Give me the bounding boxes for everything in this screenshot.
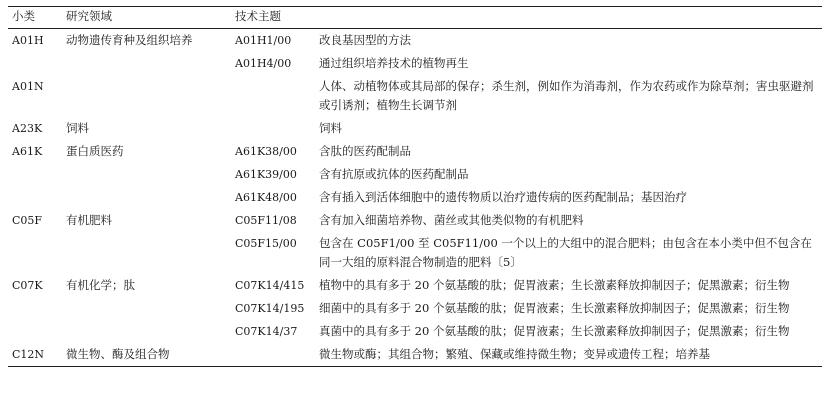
cell-field xyxy=(62,232,231,274)
cell-description: 含有加入细菌培养物、菌丝或其他类似物的有机肥料 xyxy=(319,213,584,227)
cell-subclass: C05F xyxy=(12,214,43,227)
cell-field xyxy=(62,297,231,320)
cell-field: 饲料 xyxy=(66,121,89,135)
cell-field: 微生物、酶及组合物 xyxy=(62,343,231,367)
cell-topic-code: A61K38/00 xyxy=(235,145,297,158)
table-header xyxy=(8,7,822,29)
cell-subclass xyxy=(8,232,62,274)
cell-description: 含肽的医药配制品 xyxy=(319,144,411,158)
cell-description: 包含在 C05F1/00 至 C05F11/00 一个以上的大组中的混合肥料；由包含在本小类中但不包含在同一大组的原料混合物制造的肥料〔5〕 xyxy=(319,236,812,269)
cell-topic-code: C07K14/415 xyxy=(235,279,305,292)
cell-topic-code: A61K48/00 xyxy=(235,191,297,204)
cell-subclass xyxy=(8,297,62,320)
cell-description: 人体、动植物体或其局部的保存；杀生剂，例如作为消毒剂，作为农药或作为除草剂；害虫驱避剂或引诱剂；植物生长调节剂 xyxy=(319,79,814,112)
cell-description: 通过组织培养技术的植物再生 xyxy=(319,56,469,70)
cell-topic-code: C07K14/37 xyxy=(235,325,298,338)
cell-field xyxy=(62,163,231,186)
table-row xyxy=(8,297,822,320)
cell-field xyxy=(62,52,231,75)
cell-description: 含有抗原或抗体的医药配制品 xyxy=(319,167,469,181)
cell-description: 饲料 xyxy=(319,121,342,135)
cell-topic-code: C05F15/00 xyxy=(235,237,297,250)
header-desc xyxy=(315,7,822,29)
cell-topic-code xyxy=(231,75,315,117)
cell-subclass: A61K xyxy=(12,145,43,158)
cell-field xyxy=(62,320,231,343)
cell-description: 改良基因型的方法 xyxy=(319,33,411,47)
cell-subclass xyxy=(8,320,62,343)
table-row xyxy=(8,274,822,297)
table-row xyxy=(8,29,822,53)
cell-field: 动物遗传育种及组织培养 xyxy=(66,33,193,47)
cell-description: 真菌中的具有多于 20 个氨基酸的肽；促胃液素；生长激素释放抑制因子；促黑激素；衍生物 xyxy=(319,324,790,338)
cell-field: 蛋白质医药 xyxy=(66,144,124,158)
table-row xyxy=(8,75,822,117)
cell-description: 微生物或酶；其组合物；繁殖、保藏或维持微生物；变异或遗传工程；培养基 xyxy=(315,343,822,367)
table-row xyxy=(8,343,822,367)
cell-topic-code: A01H1/00 xyxy=(235,34,292,47)
cell-description: 含有插入到活体细胞中的遗传物质以治疗遗传病的医药配制品；基因治疗 xyxy=(319,190,687,204)
cell-subclass: C07K xyxy=(12,279,43,292)
cell-topic-code: C07K14/195 xyxy=(235,302,305,315)
cell-field xyxy=(62,186,231,209)
table-row xyxy=(8,140,822,163)
cell-subclass: C12N xyxy=(8,343,62,367)
table-row xyxy=(8,209,822,232)
table-row xyxy=(8,163,822,186)
cell-topic-code: A61K39/00 xyxy=(235,168,297,181)
cell-subclass: A01H xyxy=(12,34,44,47)
cell-subclass: A23K xyxy=(12,122,43,135)
table-body xyxy=(8,29,822,367)
header-subclass: 小类 xyxy=(8,7,62,29)
header-row xyxy=(8,7,822,29)
header-topic: 技术主题 xyxy=(231,7,315,29)
cell-field xyxy=(62,75,231,117)
cell-topic-code xyxy=(231,343,315,367)
cell-description: 植物中的具有多于 20 个氨基酸的肽；促胃液素；生长激素释放抑制因子；促黑激素；衍生物 xyxy=(319,278,790,292)
cell-topic-code: C05F11/08 xyxy=(235,214,297,227)
table-row xyxy=(8,52,822,75)
table-row xyxy=(8,186,822,209)
cell-topic-code: A01H4/00 xyxy=(235,57,292,70)
header-field: 研究领域 xyxy=(62,7,231,29)
table-row xyxy=(8,320,822,343)
cell-field: 有机肥料 xyxy=(66,213,112,227)
cell-subclass xyxy=(8,186,62,209)
cell-subclass xyxy=(8,52,62,75)
cell-subclass xyxy=(8,163,62,186)
table-row xyxy=(8,232,822,274)
cell-field: 有机化学；肽 xyxy=(66,278,135,292)
cell-description: 细菌中的具有多于 20 个氨基酸的肽；促胃液素；生长激素释放抑制因子；促黑激素；衍生物 xyxy=(319,301,790,315)
table-row xyxy=(8,117,822,140)
ipc-topic-table xyxy=(8,6,822,367)
cell-topic-code xyxy=(231,117,315,140)
cell-subclass: A01N xyxy=(12,80,44,93)
